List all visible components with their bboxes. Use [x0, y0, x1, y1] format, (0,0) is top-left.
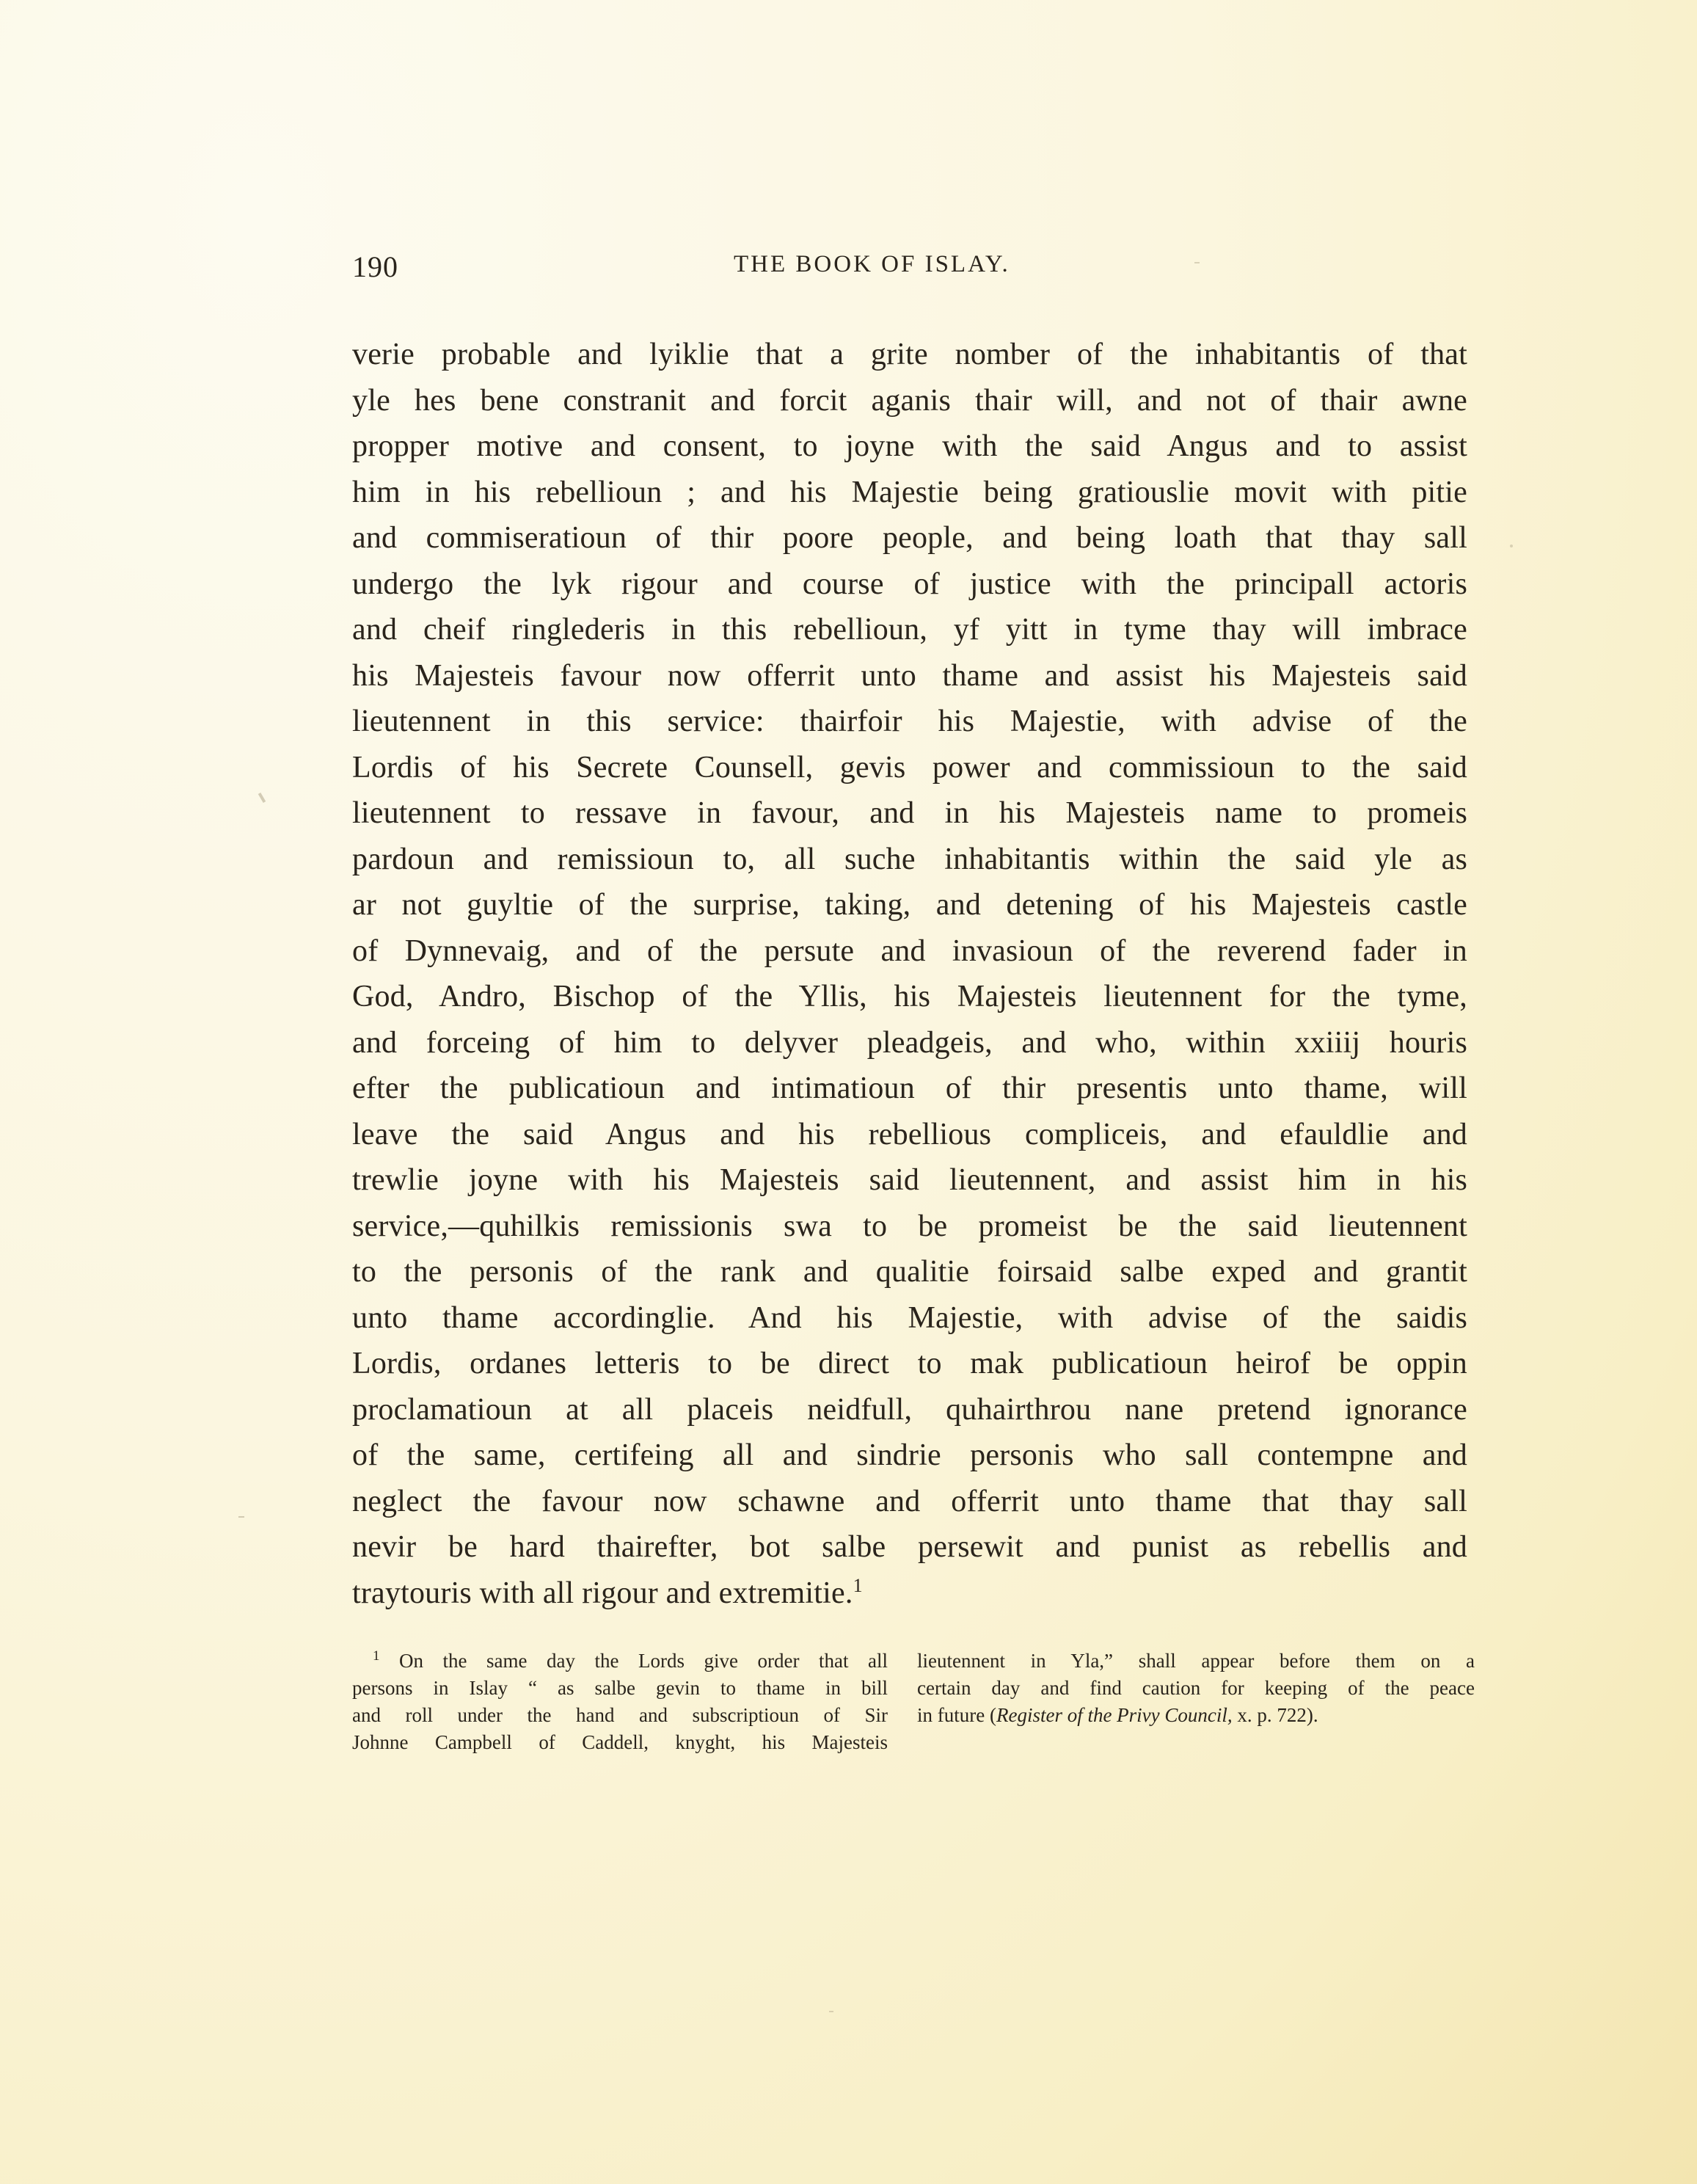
footnote-right-column [917, 1648, 1475, 1729]
footnote-citation-title: Register of the Privy Council, [996, 1704, 1233, 1726]
page-number: 190 [352, 250, 398, 283]
footnote-line: Johnne Campbell of Caddell, knyght, his Majesteis [352, 1731, 888, 1753]
footnote-line: persons in Islay “ as salbe gevin to thame in bill [352, 1677, 888, 1699]
page-speck [1194, 262, 1200, 263]
body-line: verie probable and lyiklie that a grite nomber of the inhabitantis of that [352, 338, 1467, 371]
footnote-citation-suffix: x. p. 722). [1232, 1704, 1318, 1726]
page-speck [238, 1516, 244, 1518]
body-text [352, 332, 1467, 1616]
footnote-line: certain day and find caution for keeping of the peace [917, 1677, 1475, 1699]
body-line: God, Andro, Bischop of the Yllis, his Majesteis lieutennent for the tyme, [352, 980, 1467, 1013]
body-line: and commiseratioun of thir poore people, and being loath that thay sall [352, 521, 1467, 555]
body-line: efter the publicatioun and intimatioun of thir presentis unto thame, will [352, 1071, 1467, 1105]
body-line: propper motive and consent, to joyne with the said Angus and to assist [352, 429, 1467, 463]
footnote-marker: 1 [373, 1648, 380, 1664]
body-line: undergo the lyk rigour and course of justice with the principall actoris [352, 567, 1467, 601]
page-speck [829, 2011, 833, 2012]
page-speck [1510, 545, 1513, 547]
footnote-line: lieutennent in Yla,” shall appear before them on a [917, 1650, 1475, 1672]
body-line: Lordis, ordanes letteris to be direct to mak publicatioun heirof be oppin [352, 1347, 1467, 1380]
body-last-line [352, 1570, 1467, 1617]
footnote-line-text: On the same day the Lords give order that all [399, 1650, 888, 1672]
body-line: lieutennent in this service: thairfoir his Majestie, with advise of the [352, 705, 1467, 738]
footnote-citation-prefix: in future ( [917, 1704, 996, 1726]
body-line: lieutennent to ressave in favour, and in his Majesteis name to promeis [352, 796, 1467, 830]
body-line: yle hes bene constranit and forcit aganis thair will, and not of thair awne [352, 383, 1467, 418]
body-line: pardoun and remissioun to, all suche inhabitantis within the said yle as [352, 842, 1467, 876]
footnote-line [352, 1648, 888, 1675]
footnote-line: and roll under the hand and subscriptioun of Sir [352, 1704, 888, 1726]
footnote-reference: 1 [853, 1574, 863, 1596]
footnote-line [917, 1702, 1475, 1729]
body-line: neglect the favour now schawne and offerrit unto thame that thay sall [352, 1484, 1467, 1518]
body-last-line-text: traytouris with all rigour and extremitie. [352, 1576, 853, 1610]
body-line: and cheif ringlederis in this rebellioun, yf yitt in tyme thay will imbrace [352, 613, 1467, 647]
body-line: of the same, certifeing all and sindrie personis who sall contempne and [352, 1438, 1467, 1472]
body-line: to the personis of the rank and qualitie foirsaid salbe exped and grantit [352, 1255, 1467, 1289]
body-line: his Majesteis favour now offerrit unto thame and assist his Majesteis said [352, 658, 1467, 693]
page-speck [258, 793, 266, 803]
body-line: Lordis of his Secrete Counsell, gevis power and commissioun to the said [352, 750, 1467, 785]
body-line: trewlie joyne with his Majesteis said lieutennent, and assist him in his [352, 1163, 1467, 1197]
body-line: of Dynnevaig, and of the persute and invasioun of the reverend fader in [352, 933, 1467, 968]
body-line: nevir be hard thairefter, bot salbe persewit and punist as rebellis and [352, 1530, 1467, 1564]
body-line: proclamatioun at all placeis neidfull, quhairthrou nane pretend ignorance [352, 1392, 1467, 1427]
body-line: him in his rebellioun ; and his Majestie being gratiouslie movit with pitie [352, 475, 1467, 509]
body-line: ar not guyltie of the surprise, taking, and detening of his Majesteis castle [352, 888, 1467, 922]
body-line: and forceing of him to delyver pleadgeis, and who, within xxiiij houris [352, 1025, 1467, 1060]
footnote-left-column [352, 1648, 888, 1756]
body-line: service,—quhilkis remissionis swa to be promeist be the said lieutennent [352, 1209, 1467, 1243]
body-line: leave the said Angus and his rebellious compliceis, and efauldlie and [352, 1117, 1467, 1151]
running-title: THE BOOK OF ISLAY. [734, 251, 1010, 277]
body-line: unto thame accordinglie. And his Majestie, with advise of the saidis [352, 1300, 1467, 1335]
running-head [352, 250, 1467, 294]
